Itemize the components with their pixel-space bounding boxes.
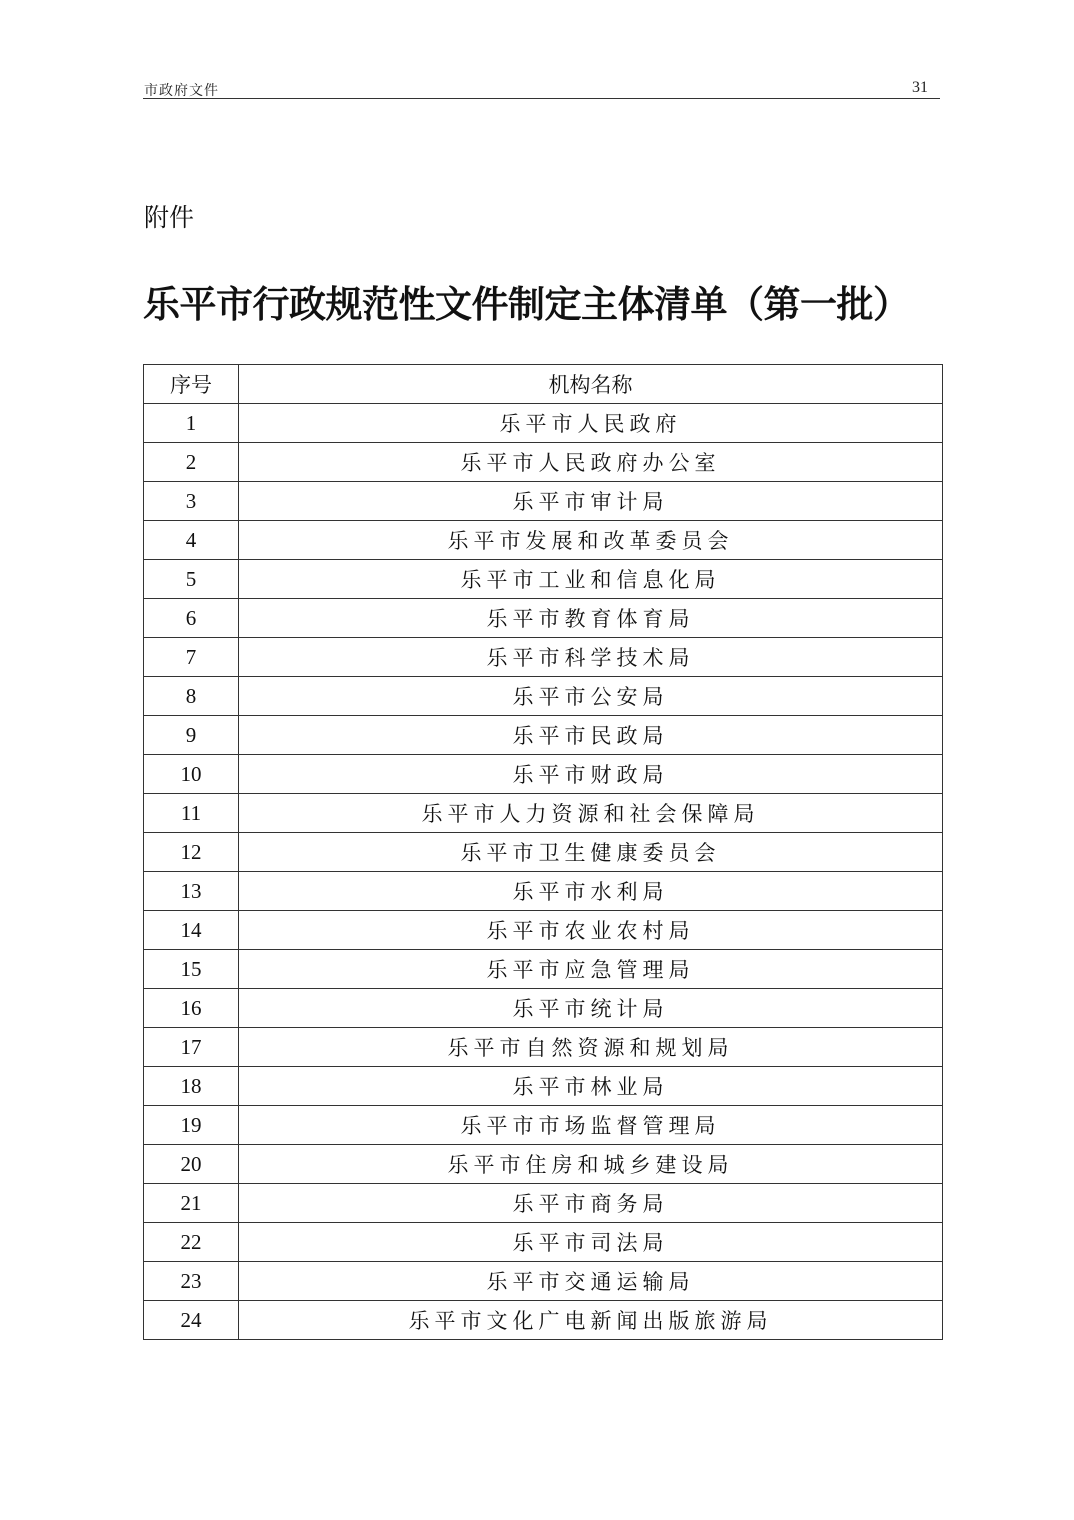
table-row (144, 872, 943, 911)
row-number-cell: 4 (144, 521, 239, 560)
agency-name-cell: 乐平市人民政府 (239, 404, 943, 443)
table-row (144, 560, 943, 599)
table-row (144, 911, 943, 950)
row-number-cell: 22 (144, 1223, 239, 1262)
agency-name-cell: 乐平市审计局 (239, 482, 943, 521)
row-number-cell: 24 (144, 1301, 239, 1340)
agency-name-cell: 乐平市科学技术局 (239, 638, 943, 677)
table-row (144, 989, 943, 1028)
table-row (144, 1067, 943, 1106)
row-number-cell: 3 (144, 482, 239, 521)
agency-name-cell: 乐平市司法局 (239, 1223, 943, 1262)
row-number-cell: 5 (144, 560, 239, 599)
row-number-cell: 1 (144, 404, 239, 443)
table-row (144, 1028, 943, 1067)
agency-name-cell: 乐平市财政局 (239, 755, 943, 794)
agency-name-cell: 乐平市卫生健康委员会 (239, 833, 943, 872)
row-number-cell: 19 (144, 1106, 239, 1145)
row-number-cell: 12 (144, 833, 239, 872)
row-number-cell: 20 (144, 1145, 239, 1184)
table-row (144, 950, 943, 989)
agency-table (143, 364, 943, 1340)
row-number-cell: 2 (144, 443, 239, 482)
table-row (144, 404, 943, 443)
table-row (144, 1106, 943, 1145)
header-doc-type: 市政府文件 (144, 83, 219, 99)
table-body (144, 404, 943, 1340)
row-number-cell: 9 (144, 716, 239, 755)
row-number-cell: 10 (144, 755, 239, 794)
agency-name-cell: 乐平市民政局 (239, 716, 943, 755)
table-row (144, 521, 943, 560)
agency-name-cell: 乐平市水利局 (239, 872, 943, 911)
row-number-cell: 7 (144, 638, 239, 677)
row-number-cell: 16 (144, 989, 239, 1028)
page-header (143, 78, 940, 99)
row-number-cell: 17 (144, 1028, 239, 1067)
table-row (144, 716, 943, 755)
table-row (144, 443, 943, 482)
agency-name-cell: 乐平市应急管理局 (239, 950, 943, 989)
row-number-cell: 13 (144, 872, 239, 911)
agency-name-cell: 乐平市人力资源和社会保障局 (239, 794, 943, 833)
agency-name-cell: 乐平市交通运输局 (239, 1262, 943, 1301)
table-row (144, 482, 943, 521)
row-number-cell: 14 (144, 911, 239, 950)
agency-name-cell: 乐平市教育体育局 (239, 599, 943, 638)
agency-name-cell: 乐平市统计局 (239, 989, 943, 1028)
row-number-cell: 6 (144, 599, 239, 638)
document-title: 乐平市行政规范性文件制定主体清单（第一批） (143, 282, 910, 326)
column-header-number: 序号 (144, 365, 239, 404)
row-number-cell: 21 (144, 1184, 239, 1223)
table-row (144, 677, 943, 716)
agency-name-cell: 乐平市市场监督管理局 (239, 1106, 943, 1145)
table-row (144, 1262, 943, 1301)
agency-name-cell: 乐平市农业农村局 (239, 911, 943, 950)
agency-name-cell: 乐平市商务局 (239, 1184, 943, 1223)
agency-name-cell: 乐平市发展和改革委员会 (239, 521, 943, 560)
table-row (144, 599, 943, 638)
agency-name-cell: 乐平市人民政府办公室 (239, 443, 943, 482)
row-number-cell: 8 (144, 677, 239, 716)
table-row (144, 1145, 943, 1184)
row-number-cell: 11 (144, 794, 239, 833)
table-header-row (144, 365, 943, 404)
table-row (144, 638, 943, 677)
table-row (144, 1301, 943, 1340)
table-row (144, 1223, 943, 1262)
table-row (144, 755, 943, 794)
agency-name-cell: 乐平市林业局 (239, 1067, 943, 1106)
table-row (144, 1184, 943, 1223)
table-row (144, 794, 943, 833)
table-row (144, 833, 943, 872)
attachment-label: 附件 (144, 203, 195, 232)
row-number-cell: 18 (144, 1067, 239, 1106)
agency-name-cell: 乐平市自然资源和规划局 (239, 1028, 943, 1067)
column-header-agency-name: 机构名称 (239, 365, 943, 404)
agency-name-cell: 乐平市文化广电新闻出版旅游局 (239, 1301, 943, 1340)
row-number-cell: 23 (144, 1262, 239, 1301)
page-number: 31 (912, 79, 928, 96)
agency-name-cell: 乐平市工业和信息化局 (239, 560, 943, 599)
row-number-cell: 15 (144, 950, 239, 989)
agency-name-cell: 乐平市公安局 (239, 677, 943, 716)
agency-name-cell: 乐平市住房和城乡建设局 (239, 1145, 943, 1184)
